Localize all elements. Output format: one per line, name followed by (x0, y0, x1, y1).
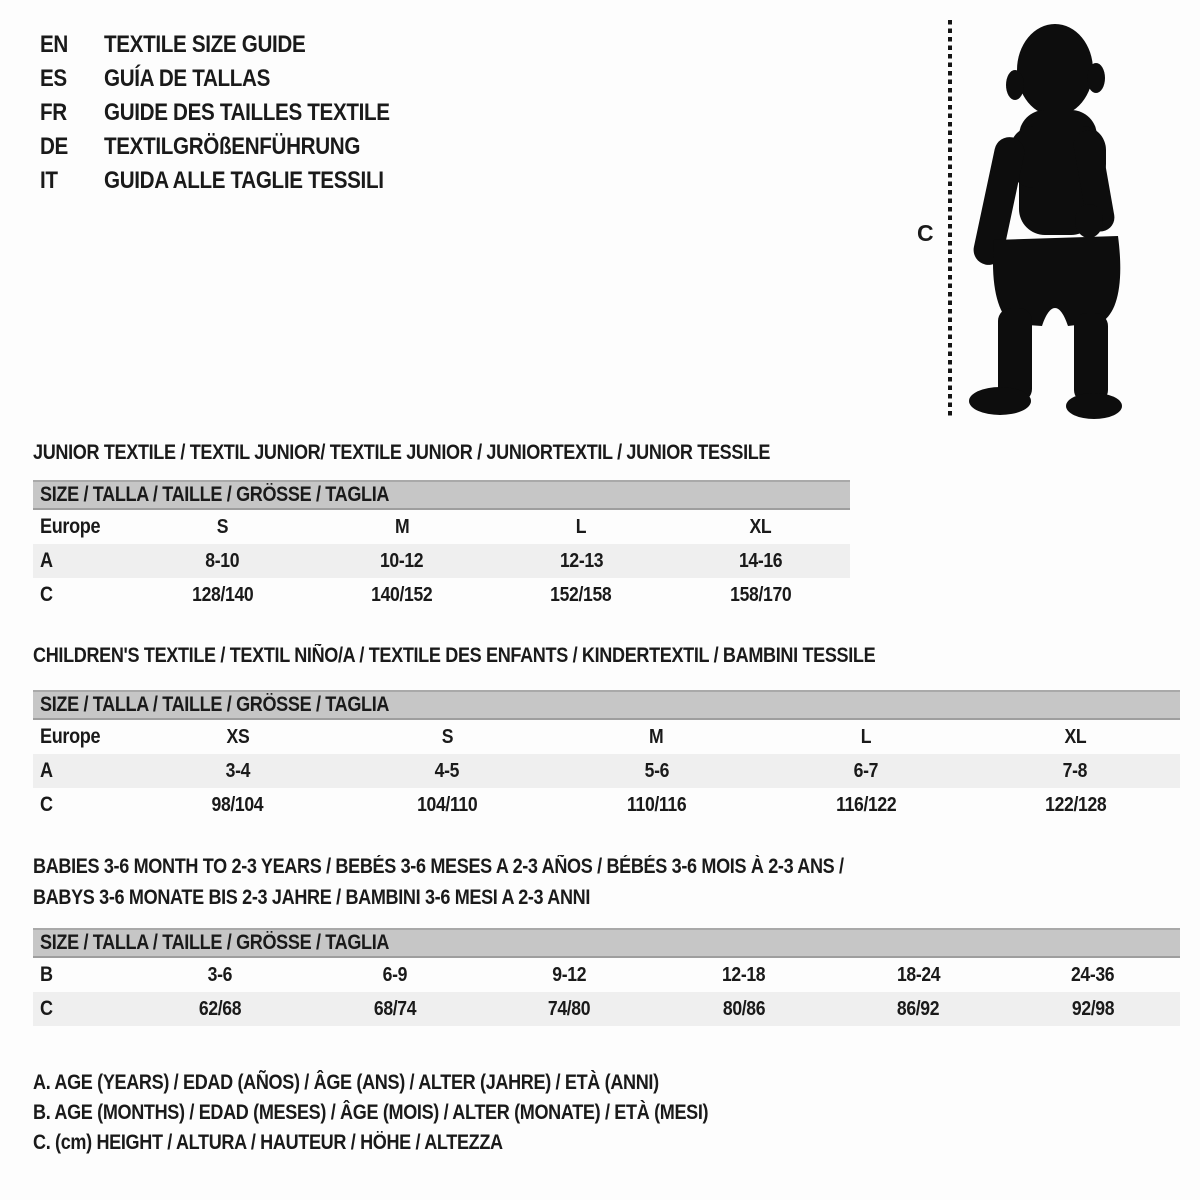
table-title-line (33, 851, 1180, 882)
table-row-c (33, 788, 1180, 822)
cell-value: 9-12 (552, 964, 587, 986)
table-cell (971, 754, 1180, 788)
cell-value: 68/74 (373, 998, 416, 1020)
row-label-text: A (40, 759, 53, 782)
row-label-text: Europe (40, 725, 101, 748)
table-cell (133, 788, 342, 822)
cell-value: 12-13 (559, 550, 603, 572)
language-code: IT (40, 167, 58, 194)
size-header-bar (33, 480, 850, 510)
language-code: EN (40, 31, 68, 58)
table-cell (133, 544, 312, 578)
table-cell (761, 720, 970, 754)
table-cell (312, 510, 491, 544)
table-cell (133, 720, 342, 754)
legend-line-text: C. (cm) HEIGHT / ALTURA / HAUTEUR / HÖHE / ALTEZZA (33, 1131, 503, 1154)
cell-value: M (394, 516, 410, 538)
size-table-section-children (33, 640, 1180, 822)
table-title-line (33, 882, 1180, 913)
legend-line-text: A. AGE (YEARS) / EDAD (AÑOS) / ÂGE (ANS) / ALTER (JAHRE) / ETÀ (ANNI) (33, 1071, 659, 1094)
language-title: TEXTILGRÖßENFÜHRUNG (104, 133, 361, 160)
language-row (40, 96, 436, 130)
cell-value: 152/158 (550, 584, 612, 606)
height-marker-label: C (917, 220, 934, 246)
table-row-europe (33, 720, 1180, 754)
table-cell (671, 544, 850, 578)
size-header-bar (33, 690, 1180, 720)
table-cell (552, 754, 761, 788)
toddler-silhouette-icon (962, 18, 1137, 420)
cell-value: 110/116 (626, 794, 687, 816)
legend-line (33, 1068, 818, 1098)
table-title-text: BABYS 3-6 MONATE BIS 2-3 JAHRE / BAMBINI 3-6 MESI A 2-3 ANNI (33, 886, 591, 909)
table-row-c (33, 992, 1180, 1026)
table-cell (133, 958, 308, 992)
table-cell (492, 544, 671, 578)
language-code: DE (40, 133, 68, 160)
cell-value: 12-18 (722, 964, 766, 986)
table-title-text: CHILDREN'S TEXTILE / TEXTIL NIÑO/A / TEXTILE DES ENFANTS / KINDERTEXTIL / BAMBINI TESSILE (33, 644, 876, 667)
cell-value: 24-36 (1071, 964, 1115, 986)
cell-value: 80/86 (722, 998, 765, 1020)
table-cell (657, 992, 832, 1026)
cell-value: L (575, 516, 587, 538)
cell-value: 62/68 (199, 998, 242, 1020)
cell-value: 7-8 (1063, 760, 1088, 782)
row-label (33, 754, 133, 788)
table-cell (1006, 958, 1181, 992)
size-header-label: SIZE / TALLA / TAILLE / GRÖSSE / TAGLIA (40, 483, 390, 506)
cell-value: 8-10 (205, 550, 240, 572)
table-cell (342, 720, 551, 754)
row-label (33, 788, 133, 822)
table-title-text: BABIES 3-6 MONTH TO 2-3 YEARS / BEBÉS 3-6 MESES A 2-3 AÑOS / BÉBÉS 3-6 MOIS À 2-3 ANS / (33, 855, 844, 878)
cell-value: 6-7 (853, 760, 879, 782)
cell-value: S (216, 516, 229, 538)
table-cell (671, 510, 850, 544)
legend-line-text: B. AGE (MONTHS) / EDAD (MESES) / ÂGE (MOIS) / ALTER (MONATE) / ETÀ (MESI) (33, 1101, 709, 1124)
table-cell (312, 544, 491, 578)
table-row-a (33, 544, 850, 578)
table-cell (971, 720, 1180, 754)
height-measure-dashed-line (948, 20, 952, 416)
table-cell (552, 720, 761, 754)
table-cell (308, 992, 483, 1026)
language-code: ES (40, 65, 67, 92)
table-cell (657, 958, 832, 992)
height-figure (915, 15, 1165, 423)
table-cell (482, 958, 657, 992)
cell-value: 5-6 (644, 760, 669, 782)
cell-value: 3-4 (225, 760, 250, 782)
cell-value: 122/128 (1044, 794, 1106, 816)
legend-line (33, 1128, 818, 1158)
table-cell (133, 992, 308, 1026)
cell-value: 74/80 (548, 998, 591, 1020)
row-label-text: C (40, 793, 53, 816)
table-row-b (33, 958, 1180, 992)
table-row-c (33, 578, 850, 612)
row-label (33, 510, 133, 544)
table-cell (312, 578, 491, 612)
table-cell (342, 788, 551, 822)
table-cell (552, 788, 761, 822)
cell-value: 86/92 (897, 998, 940, 1020)
table-title (33, 851, 1180, 913)
size-header-bar (33, 928, 1180, 958)
row-label-text: A (40, 549, 53, 572)
cell-value: 158/170 (729, 584, 791, 606)
cell-value: 116/122 (835, 794, 896, 816)
language-row (40, 62, 436, 96)
table-cell (133, 754, 342, 788)
cell-value: 98/104 (211, 794, 264, 816)
table-row-a (33, 754, 1180, 788)
table-cell (133, 578, 312, 612)
row-label (33, 720, 133, 754)
row-label-text: C (40, 583, 53, 606)
cell-value: M (649, 726, 664, 748)
table-cell (971, 788, 1180, 822)
language-row (40, 130, 436, 164)
row-label (33, 958, 133, 992)
row-label-text: Europe (40, 515, 101, 538)
table-cell (482, 992, 657, 1026)
row-label (33, 992, 133, 1026)
language-title: GUÍA DE TALLAS (104, 65, 271, 92)
language-row (40, 28, 436, 62)
cell-value: 18-24 (896, 964, 940, 986)
table-title (33, 640, 1180, 671)
cell-value: L (860, 726, 872, 748)
row-label (33, 544, 133, 578)
table-title-text: JUNIOR TEXTILE / TEXTIL JUNIOR/ TEXTILE JUNIOR / JUNIORTEXTIL / JUNIOR TESSILE (33, 441, 771, 464)
legend-line (33, 1098, 818, 1128)
cell-value: 128/140 (192, 584, 254, 606)
language-title: GUIDA ALLE TAGLIE TESSILI (104, 167, 384, 194)
row-label-text: B (40, 963, 53, 986)
language-row (40, 164, 436, 198)
size-header-label: SIZE / TALLA / TAILLE / GRÖSSE / TAGLIA (40, 931, 390, 954)
cell-value: XL (749, 516, 772, 538)
table-cell (831, 992, 1006, 1026)
cell-value: 3-6 (208, 964, 233, 986)
table-cell (133, 510, 312, 544)
cell-value: XL (1064, 726, 1087, 748)
language-title: GUIDE DES TAILLES TEXTILE (104, 99, 390, 126)
table-row-europe (33, 510, 850, 544)
language-code: FR (40, 99, 67, 126)
table-cell (1006, 992, 1181, 1026)
row-label-text: C (40, 997, 53, 1020)
cell-value: 6-9 (382, 964, 407, 986)
table-cell (342, 754, 551, 788)
cell-value: 14-16 (738, 550, 783, 572)
size-table-section-babies (33, 851, 1180, 1026)
cell-value: 140/152 (371, 584, 433, 606)
cell-value: 10-12 (380, 550, 424, 572)
cell-value: S (441, 726, 453, 748)
table-title (33, 437, 850, 468)
language-list (40, 28, 436, 198)
cell-value: 92/98 (1071, 998, 1114, 1020)
table-title-line (33, 437, 850, 468)
size-table-section-junior (33, 437, 850, 612)
cell-value: 4-5 (434, 760, 460, 782)
language-title: TEXTILE SIZE GUIDE (104, 31, 306, 58)
size-header-label: SIZE / TALLA / TAILLE / GRÖSSE / TAGLIA (40, 693, 390, 716)
cell-value: 104/110 (416, 794, 478, 816)
table-cell (671, 578, 850, 612)
table-cell (308, 958, 483, 992)
table-cell (761, 788, 970, 822)
table-title-line (33, 640, 1180, 671)
table-cell (492, 578, 671, 612)
table-cell (492, 510, 671, 544)
row-label (33, 578, 133, 612)
cell-value: XS (226, 726, 250, 748)
table-cell (761, 754, 970, 788)
legend (33, 1068, 818, 1158)
table-cell (831, 958, 1006, 992)
